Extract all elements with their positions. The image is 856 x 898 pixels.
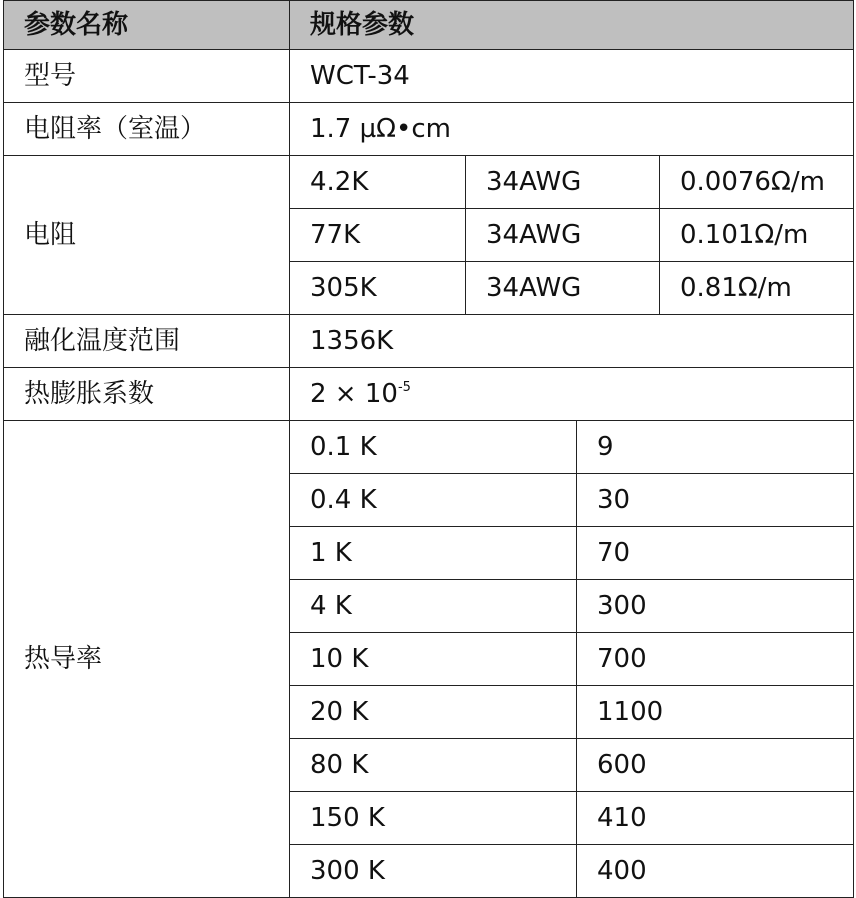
header-param-name: 参数名称	[4, 1, 290, 50]
conductivity-value: 9	[577, 421, 854, 474]
conductivity-value: 700	[577, 633, 854, 686]
row-label-model: 型号	[4, 50, 290, 103]
table-row	[4, 156, 854, 209]
conductivity-temp: 0.4 K	[290, 474, 577, 527]
resistance-value: 0.101Ω/m	[660, 209, 854, 262]
resistance-gauge: 34AWG	[466, 209, 660, 262]
expansion-exponent: -5	[397, 379, 411, 395]
conductivity-value: 30	[577, 474, 854, 527]
resistivity-value: 1.7 µΩ•cm	[290, 103, 854, 156]
conductivity-temp: 150 K	[290, 792, 577, 845]
conductivity-value: 70	[577, 527, 854, 580]
resistance-temp: 4.2K	[290, 156, 466, 209]
header-spec: 规格参数	[290, 1, 854, 50]
conductivity-temp: 10 K	[290, 633, 577, 686]
resistance-gauge: 34AWG	[466, 156, 660, 209]
conductivity-temp: 20 K	[290, 686, 577, 739]
conductivity-value: 410	[577, 792, 854, 845]
table-row	[4, 368, 854, 421]
header-row	[4, 1, 854, 50]
expansion-value	[290, 368, 854, 421]
table-row	[4, 103, 854, 156]
conductivity-value: 600	[577, 739, 854, 792]
resistance-gauge: 34AWG	[466, 262, 660, 315]
resistance-value: 0.81Ω/m	[660, 262, 854, 315]
conductivity-value: 300	[577, 580, 854, 633]
row-label-resistance: 电阻	[4, 156, 290, 315]
expansion-base: 2 × 10	[310, 378, 398, 409]
spec-table	[3, 0, 854, 898]
conductivity-value: 1100	[577, 686, 854, 739]
conductivity-value: 400	[577, 845, 854, 898]
table-row	[4, 50, 854, 103]
conductivity-temp: 0.1 K	[290, 421, 577, 474]
row-label-expansion: 热膨胀系数	[4, 368, 290, 421]
row-label-melting: 融化温度范围	[4, 315, 290, 368]
melting-value: 1356K	[290, 315, 854, 368]
spec-table-container	[3, 0, 854, 898]
resistance-value: 0.0076Ω/m	[660, 156, 854, 209]
conductivity-temp: 80 K	[290, 739, 577, 792]
model-value: WCT-34	[290, 50, 854, 103]
row-label-conductivity: 热导率	[4, 421, 290, 898]
resistance-temp: 77K	[290, 209, 466, 262]
conductivity-temp: 4 K	[290, 580, 577, 633]
row-label-resistivity: 电阻率（室温）	[4, 103, 290, 156]
conductivity-temp: 1 K	[290, 527, 577, 580]
table-row	[4, 421, 854, 474]
conductivity-temp: 300 K	[290, 845, 577, 898]
resistance-temp: 305K	[290, 262, 466, 315]
table-row	[4, 315, 854, 368]
